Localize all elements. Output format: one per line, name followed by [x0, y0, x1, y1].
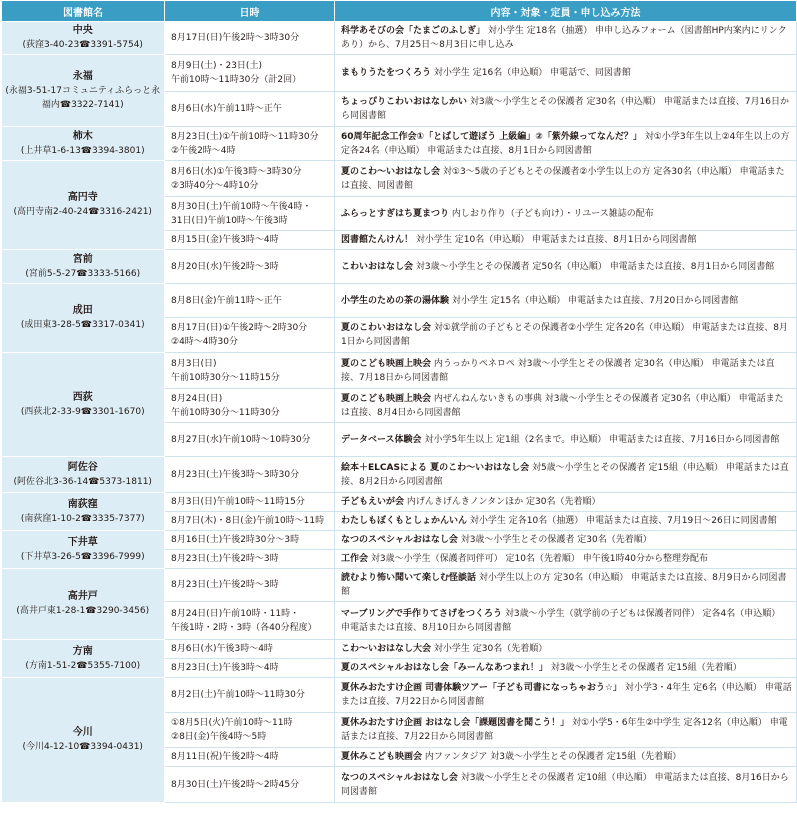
library-cell	[2, 127, 165, 161]
event-detail: 対小学生以上の方 定30名（申込順） 申電話または直接、8月9日から同図書館	[341, 573, 787, 597]
content-cell	[335, 22, 797, 55]
library-name: 高円寺	[67, 192, 98, 203]
library-cell	[2, 284, 165, 353]
event-detail: 対3歳～小学生とその保護者 定50名（申込順） 申電話または直接、8月1日から同図書館	[415, 261, 775, 272]
datetime-line: 8月23日(土)午後2時～3時	[171, 554, 279, 564]
event-detail: 対①3～5歳の子どもとその保護者②小学生以上の方 定各30名（申込順） 申電話または直接、同図書館	[341, 166, 785, 191]
table-row	[2, 250, 797, 284]
event-title: 60周年記念工作会①「とばして遊ぼう 上級編」②「紫外線ってなんだ？」	[341, 131, 642, 142]
datetime-line: ②4時～4時30分	[171, 337, 238, 347]
datetime-cell	[165, 92, 335, 127]
library-cell	[2, 353, 165, 457]
library-address: (南荻窪1-10-2☎3335-7377)	[20, 513, 145, 524]
library-cell	[2, 569, 165, 640]
event-title: 夏休みおたすけ企画 司書体験ツアー「子ども司書になっちゃおう☆」	[341, 683, 622, 693]
library-name: 西荻	[72, 391, 93, 403]
table-header-row	[2, 1, 797, 22]
table-row	[2, 640, 797, 659]
event-detail: 対①小学3年生以上②4年生以上の方 定各24名（申込順） 申電話または直接、8月1日から同図書館	[341, 131, 790, 156]
content-cell	[335, 318, 797, 353]
content-cell	[335, 231, 797, 250]
library-address: (今川4-12-10☎3394-0431)	[22, 742, 143, 752]
content-cell	[335, 512, 797, 531]
datetime-line: ②3時40分～4時10分	[171, 180, 259, 191]
table-row	[2, 284, 797, 318]
datetime-line: ②8日(金)午後4時～5時	[171, 732, 267, 742]
event-title: なつのスペシャルおはなし会	[341, 535, 458, 545]
datetime-cell	[165, 197, 335, 231]
event-title: 夏のこども映画上映会	[341, 358, 432, 369]
library-name: 方南	[72, 645, 93, 657]
event-detail: 対小学生 定10名（申込順） 申電話または直接、8月1日から同図書館	[415, 235, 697, 245]
datetime-cell	[165, 231, 335, 250]
datetime-cell	[165, 250, 335, 284]
datetime-cell	[165, 55, 335, 92]
event-detail: 内げんきげんきノンタンほか 定30名（先着順）	[406, 497, 601, 507]
library-name: 下井草	[67, 536, 98, 548]
library-address: (方南1-51-2☎5355-7100)	[25, 660, 141, 671]
datetime-line: 8月17日(日)午後2時～3時30分	[171, 33, 300, 43]
event-title: 工作会	[341, 554, 369, 564]
datetime-line: 8月27日(水)午前10時～10時30分	[171, 434, 311, 445]
library-name: 高井戸	[67, 591, 98, 602]
event-title: 小学生のための茶の湯体験	[341, 295, 450, 306]
datetime-line: 午前10時30分～11時30分	[171, 407, 280, 418]
datetime-line: 8月11日(祝)午後2時～4時	[171, 752, 279, 762]
datetime-cell	[165, 678, 335, 713]
library-address: (高井戸東1-28-1☎3290-3456)	[16, 606, 150, 616]
event-detail: 内ファンタジア 対3歳～小学生とその保護者 定15組（先着順）	[424, 752, 682, 762]
datetime-cell	[165, 457, 335, 493]
datetime-cell	[165, 659, 335, 678]
event-title: 夏休みこども映画会	[341, 752, 423, 762]
datetime-line: 8月17日(日)①午後2時～2時30分	[171, 323, 308, 333]
datetime-line: 8月6日(水)①午後3時～3時30分	[171, 166, 302, 177]
event-title: 夏のスペシャルおはなし会「みーんなあつまれ！」	[341, 663, 548, 673]
content-cell	[335, 602, 797, 640]
event-detail: 対小学生 定15名（申込順） 申電話または直接、7月20日から同図書館	[451, 295, 739, 306]
library-cell	[2, 457, 165, 493]
event-title: マーブリングで手作りてさげをつくろう	[341, 608, 503, 619]
datetime-line: 8月16日(土)午後2時30分～3時	[171, 535, 300, 545]
datetime-line: 8月24日(日)	[171, 393, 223, 404]
library-address: (高円寺南2-40-24☎3316-2421)	[13, 207, 152, 217]
datetime-cell	[165, 318, 335, 353]
event-title: まもりうたをつくろう	[341, 68, 432, 78]
event-title: ちょっぴりこわいおはなしかい	[341, 97, 468, 107]
datetime-line: 8月8日(金)午前11時～正午	[171, 295, 282, 306]
content-cell	[335, 250, 797, 284]
library-name: 阿佐谷	[67, 461, 98, 473]
datetime-line: ②午後2時～4時	[171, 145, 236, 156]
datetime-line: 8月7日(木)・8日(金)午前10時～11時	[171, 516, 325, 526]
datetime-line: 8月3日(日)午前10時～11時15分	[171, 497, 305, 507]
library-cell	[2, 531, 165, 569]
datetime-line: 8月30日(土)午前10時～午後4時・	[171, 201, 312, 212]
library-address: (西荻北2-33-9☎3301-1670)	[20, 406, 145, 417]
event-title: 子どもえいが会	[341, 497, 405, 507]
library-cell	[2, 55, 165, 127]
event-detail: 対3歳～小学生（保護者同伴可） 定10名（先着順） 申午後1時40分から整理券配布	[370, 554, 708, 564]
event-detail: 対小学生 定30名（先着順）	[433, 644, 548, 654]
datetime-cell	[165, 512, 335, 531]
event-detail: 内ぜんねんないきもの事典 対3歳～小学生とその保護者 定30名（申込順） 申電話または直接、8月4日から同図書館	[341, 393, 784, 418]
event-title: 図書館たんけん！	[341, 235, 414, 245]
event-detail: 内しおり作り（子ども向け）・リユース雑誌の配布	[451, 208, 654, 219]
event-title: 夏休みおたすけ企画 おはなし会「課題図書を聞こう！」	[341, 718, 570, 728]
library-name: 今川	[72, 727, 93, 738]
datetime-line: 31日(日)午前10時～午後3時	[171, 215, 288, 226]
datetime-line: 8月23日(土)午後3時～4時	[171, 663, 279, 673]
event-detail: 対3歳～小学生（就学前の子どもは保護者同伴） 定各4名（申込順） 申電話または直接、8月10日から同図書館	[341, 608, 781, 633]
datetime-line: 午前10時30分～11時15分	[171, 372, 280, 383]
content-cell	[335, 197, 797, 231]
event-title: 科学あそびの会「たまごのふしぎ」	[341, 26, 486, 36]
event-detail: 内うっかりペネロペ 対3歳～小学生とその保護者 定30名（申込順） 申電話または直接、7月18日から同図書館	[341, 358, 775, 383]
library-cell	[2, 678, 165, 803]
content-cell	[335, 284, 797, 318]
event-title: 夏のこわいおはなし会	[341, 323, 432, 333]
table-row	[2, 55, 797, 92]
datetime-line: 8月2日(土)午前10時～11時30分	[171, 690, 305, 700]
table-row	[2, 127, 797, 161]
event-title: こわいおはなし会	[341, 261, 414, 272]
event-title: 読むより怖い聞いて楽しむ怪談話	[341, 573, 477, 583]
datetime-line: 8月23日(土)午後3時～3時30分	[171, 469, 300, 480]
content-cell	[335, 569, 797, 602]
datetime-line: 8月15日(金)午後3時～4時	[171, 235, 279, 245]
library-cell	[2, 22, 165, 55]
datetime-cell	[165, 493, 335, 512]
datetime-cell	[165, 423, 335, 457]
table-row	[2, 22, 797, 55]
header-library: 図書館名	[2, 1, 165, 22]
event-detail: 対3歳～小学生とその保護者 定15組（先着順）	[550, 663, 742, 673]
datetime-cell	[165, 748, 335, 767]
datetime-cell	[165, 127, 335, 161]
header-datetime: 日時	[165, 1, 335, 22]
event-detail: 対①小学5・6年生②中学生 定各12名（申込順） 申電話または直接、7月22日から同図書館	[341, 718, 788, 742]
event-title: わたしもぼくもとしょかんいん	[341, 516, 468, 526]
datetime-line: 午前10時～11時30分（計2回）	[171, 75, 302, 85]
library-address: (永福3-51-17コミュニティふらっと永福内☎3322-7141)	[5, 85, 161, 110]
datetime-line: ①8月5日(火)午前10時～11時	[171, 718, 293, 728]
content-cell	[335, 423, 797, 457]
datetime-cell	[165, 284, 335, 318]
event-detail: 対小学生 定16名（申込順） 申電話で、同図書館	[433, 68, 631, 78]
event-detail: 対3歳～小学生とその保護者 定10組（申込順） 申電話または直接、8月16日から同図書館	[341, 772, 789, 797]
datetime-cell	[165, 389, 335, 423]
event-detail: 対小学生 定各10名（抽選） 申電話または直接、7月19日～26日に同図書館	[469, 516, 777, 526]
datetime-cell	[165, 353, 335, 389]
content-cell	[335, 55, 797, 92]
datetime-line: 8月6日(水)午前11時～正午	[171, 104, 282, 114]
event-detail: 対3歳～小学生とその保護者 定30名（申込順） 申電話または直接、7月16日から同図書館	[341, 97, 789, 121]
table-row	[2, 353, 797, 389]
table-row	[2, 161, 797, 197]
event-detail: 対①就学前の子どもとその保護者②小学生 定各20名（申込順） 申電話または直接、8月1日から同図書館	[341, 323, 788, 347]
datetime-line: 8月20日(水)午後2時～3時	[171, 261, 279, 272]
header-content: 内容・対象・定員・申し込み方法	[335, 1, 797, 22]
event-detail: 対3歳～小学生とその保護者 定30名（先着順）	[460, 535, 652, 545]
datetime-line: 8月23日(土)①午前10時～11時30分	[171, 131, 319, 142]
event-detail: 対5歳～小学生とその保護者 定15組（申込順） 申電話または直接、8月2日から同図書館	[341, 462, 789, 487]
table-row	[2, 569, 797, 602]
event-title: なつのスペシャルおはなし会	[341, 772, 458, 783]
content-cell	[335, 659, 797, 678]
event-title: 絵本＋ELCASによる 夏のこわ～いおはなし会	[341, 462, 530, 473]
table-row	[2, 678, 797, 713]
table-row	[2, 531, 797, 550]
datetime-line: 8月24日(日)午前10時・11時・	[171, 608, 300, 619]
library-address: (成田東3-28-5☎3317-0341)	[20, 320, 145, 330]
library-name: 成田	[72, 305, 93, 316]
content-cell	[335, 389, 797, 423]
content-cell	[335, 493, 797, 512]
event-title: 夏のこわ～いおはなし会	[341, 166, 441, 177]
library-cell	[2, 493, 165, 531]
content-cell	[335, 713, 797, 748]
datetime-cell	[165, 767, 335, 803]
library-address: (阿佐谷北3-36-14☎5373-1811)	[13, 476, 152, 487]
library-address: (上井草1-6-13☎3394-3801)	[20, 145, 145, 156]
datetime-cell	[165, 22, 335, 55]
datetime-cell	[165, 531, 335, 550]
content-cell	[335, 127, 797, 161]
content-cell	[335, 640, 797, 659]
library-cell	[2, 640, 165, 678]
content-cell	[335, 531, 797, 550]
event-title: こわ～いおはなし大会	[341, 644, 432, 654]
event-title: 夏のこども映画上映会	[341, 393, 432, 404]
datetime-line: 8月23日(土)午後2時～3時	[171, 580, 279, 590]
table-row	[2, 457, 797, 493]
library-name: 宮前	[72, 253, 93, 265]
datetime-line: 午後1時・2時・3時（各40分程度）	[171, 622, 317, 633]
content-cell	[335, 767, 797, 803]
content-cell	[335, 353, 797, 389]
library-name: 永福	[72, 70, 93, 82]
datetime-cell	[165, 640, 335, 659]
library-cell	[2, 161, 165, 250]
library-name: 南荻窪	[67, 498, 98, 510]
datetime-line: 8月30日(土)午後2時～2時45分	[171, 779, 300, 790]
library-address: (荻窪3-40-23☎3391-5754)	[22, 40, 143, 50]
content-cell	[335, 550, 797, 569]
datetime-cell	[165, 161, 335, 197]
content-cell	[335, 92, 797, 127]
event-detail: 対小学生 定18名（抽選） 申申し込みフォーム（図書館HP内案内にリンクあり）から、7月25日～8月3日に申し込み	[341, 26, 787, 50]
library-address: (下井草3-26-5☎3396-7999)	[20, 551, 145, 562]
table-row	[2, 493, 797, 512]
datetime-cell	[165, 602, 335, 640]
event-table	[1, 0, 797, 803]
datetime-cell	[165, 569, 335, 602]
event-title: ふらっとすぎはち夏まつり	[341, 208, 450, 219]
content-cell	[335, 457, 797, 493]
event-title: データベース体験会	[341, 434, 422, 445]
content-cell	[335, 678, 797, 713]
library-cell	[2, 250, 165, 284]
datetime-line: 8月6日(水)午後3時～4時	[171, 644, 273, 654]
datetime-line: 8月9日(土)・23日(土)	[171, 61, 262, 71]
datetime-cell	[165, 713, 335, 748]
datetime-line: 8月3日(日)	[171, 358, 217, 369]
library-address: (宮前5-5-27☎3333-5166)	[25, 268, 141, 279]
library-name: 柿木	[72, 130, 93, 142]
datetime-cell	[165, 550, 335, 569]
content-cell	[335, 748, 797, 767]
event-detail: 対小学3・4年生 定6名（申込順） 申電話または直接、7月22日から同図書館	[341, 683, 792, 707]
library-name: 中央	[72, 25, 93, 36]
content-cell	[335, 161, 797, 197]
event-detail: 対小学5年生以上 定1組（2名まで。申込順） 申電話または直接、7月16日から同図書館	[424, 434, 780, 445]
table-body	[2, 22, 797, 803]
